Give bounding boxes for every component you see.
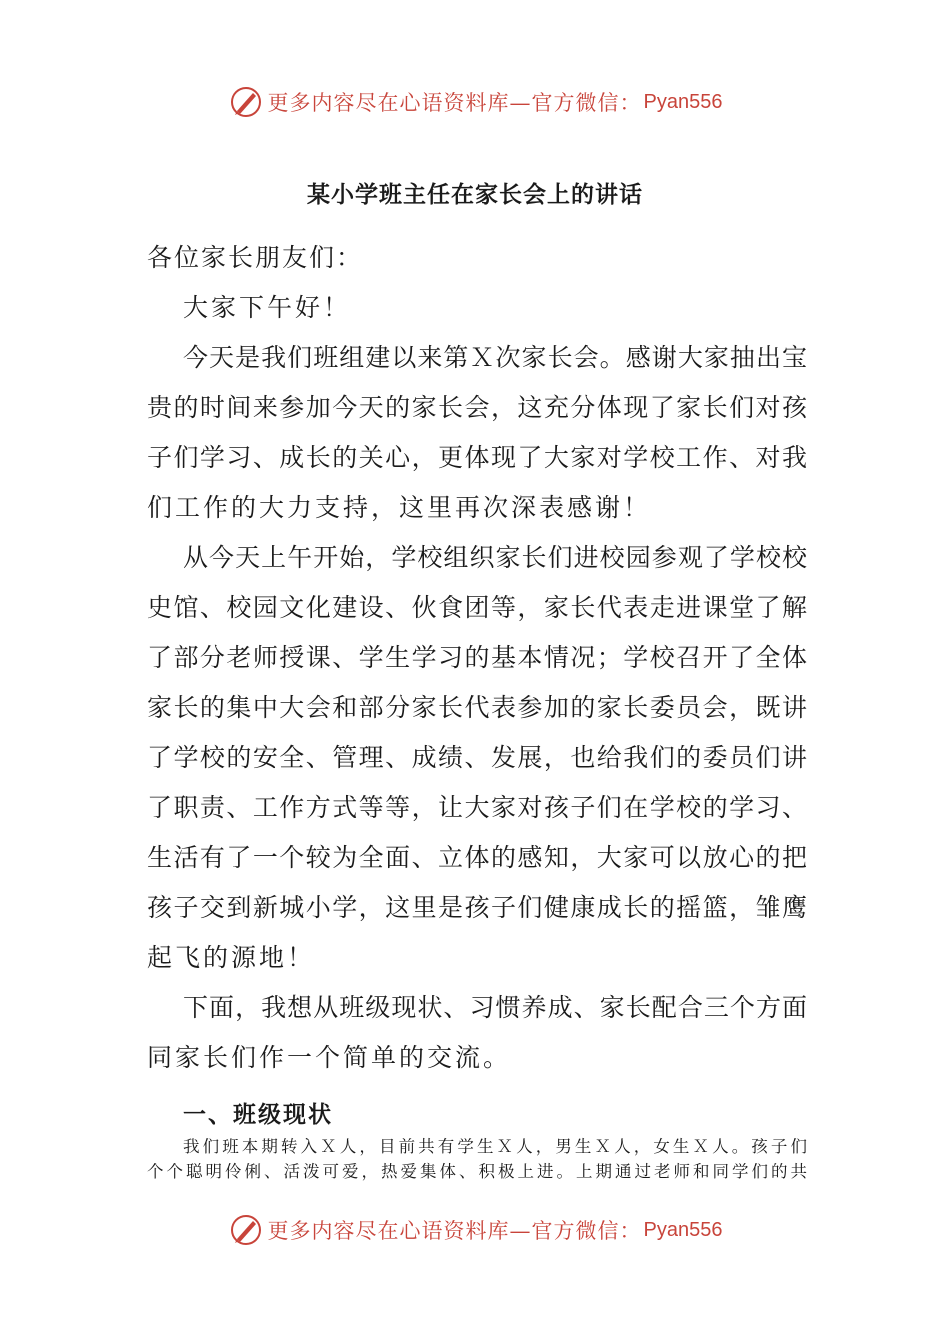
banner-wechat-id: Pyan556 xyxy=(643,90,723,113)
banner-wechat-id: Pyan556 xyxy=(643,1218,723,1241)
paragraph-line: 们工作的大力支持，这里再次深表感谢！ xyxy=(147,493,652,522)
banner-text: 更多内容尽在心语资料库—官方微信： xyxy=(267,1219,642,1243)
paragraph-line: 家长的集中大会和部分家长代表参加的家长委员会，既讲 xyxy=(147,693,807,722)
paragraph-line: 起飞的源地！ xyxy=(147,943,316,972)
paragraph-line: 同家长们作一个简单的交流。 xyxy=(147,1043,512,1072)
section-line: 个个聪明伶俐、活泼可爱，热爱集体、积极上进。上期通过老师和同学们的共 xyxy=(147,1162,807,1181)
paragraph-line: 贵的时间来参加今天的家长会，这充分体现了家长们对孩 xyxy=(147,393,807,422)
banner-text: 更多内容尽在心语资料库—官方微信： xyxy=(267,91,642,115)
salutation: 各位家长朋友们： xyxy=(147,243,364,272)
section-heading: 一、班级现状 xyxy=(183,1101,333,1128)
greeting: 大家下午好！ xyxy=(183,293,352,322)
document-title: 某小学班主任在家长会上的讲话 xyxy=(307,181,643,208)
paragraph-line: 今天是我们班组建以来第Ｘ次家长会。感谢大家抽出宝 xyxy=(183,343,807,372)
footer-watermark-banner xyxy=(0,1210,950,1250)
paragraph-line: 了学校的安全、管理、成绩、发展，也给我们的委员们讲 xyxy=(147,743,807,772)
paragraph-line: 从今天上午开始，学校组织家长们进校园参观了学校校 xyxy=(183,543,807,572)
header-watermark-banner xyxy=(0,82,950,122)
section-line: 我们班本期转入Ｘ人，目前共有学生Ｘ人，男生Ｘ人，女生Ｘ人。孩子们 xyxy=(183,1137,807,1156)
paragraph-line: 子们学习、成长的关心，更体现了大家对学校工作、对我 xyxy=(147,443,807,472)
paragraph-line: 史馆、校园文化建设、伙食团等，家长代表走进课堂了解 xyxy=(147,593,807,622)
paragraph-line: 下面，我想从班级现状、习惯养成、家长配合三个方面 xyxy=(183,993,807,1022)
pen-logo-icon xyxy=(228,84,264,120)
paragraph-line: 孩子交到新城小学，这里是孩子们健康成长的摇篮，雏鹰 xyxy=(147,893,807,922)
paragraph-line: 了职责、工作方式等等，让大家对孩子们在学校的学习、 xyxy=(147,793,807,822)
pen-logo-icon xyxy=(228,1212,264,1248)
paragraph-line: 生活有了一个较为全面、立体的感知，大家可以放心的把 xyxy=(147,843,807,872)
paragraph-line: 了部分老师授课、学生学习的基本情况；学校召开了全体 xyxy=(147,643,807,672)
